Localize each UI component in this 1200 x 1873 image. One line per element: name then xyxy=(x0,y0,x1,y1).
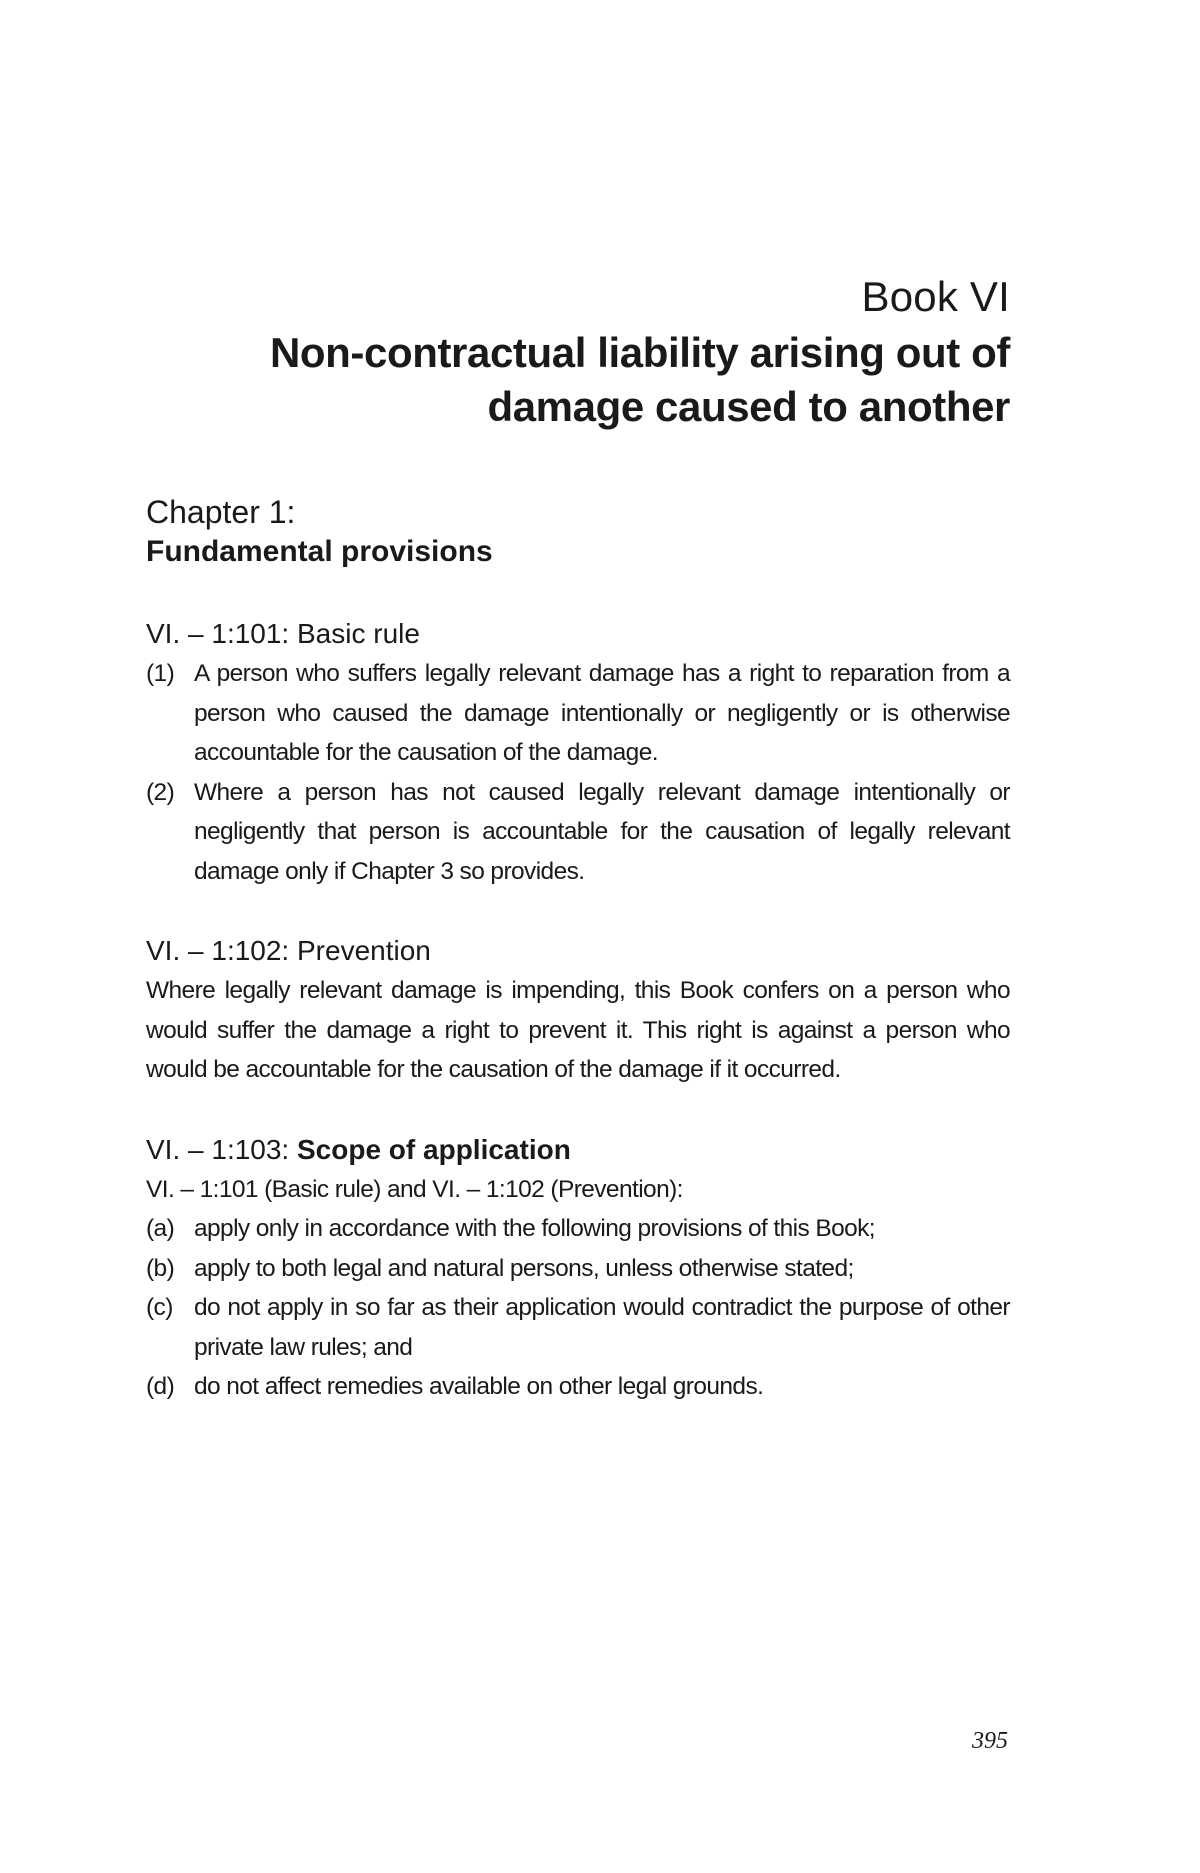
page-number: 395 xyxy=(972,1728,1008,1754)
article-1-101-paragraphs xyxy=(146,654,1010,891)
chapter-label: Chapter 1: xyxy=(146,494,296,530)
item-label: (d) xyxy=(146,1373,175,1400)
item-label: (2) xyxy=(146,778,175,806)
article-heading-1-103 xyxy=(146,1130,1010,1170)
book-title xyxy=(240,326,1010,434)
item-label: (a) xyxy=(146,1215,175,1242)
item-text: apply only in accordance with the following provisions of this Book; xyxy=(194,1215,875,1242)
list-item xyxy=(146,1249,1010,1289)
article-1-103-items xyxy=(146,1209,1010,1407)
article-title: Scope of application xyxy=(297,1133,571,1165)
article-title: Prevention xyxy=(297,935,431,966)
article-heading-1-101 xyxy=(146,614,1010,654)
list-item xyxy=(146,1288,1010,1367)
list-item xyxy=(146,1367,1010,1407)
document-body xyxy=(146,492,1010,1407)
article-number: VI. – 1:101: xyxy=(146,618,290,649)
book-title-line-2: damage caused to another xyxy=(487,383,1010,430)
article-title: Basic rule xyxy=(297,618,420,649)
item-text: do not apply in so far as their application would contradict the purpose of other private law rules; and xyxy=(194,1294,1010,1361)
article-1-102-text: Where legally relevant damage is impending, this Book confers on a person who would suffer the damage a right to prevent it. This right is against a person who would be accountable for the causation of the damage if it occurred. xyxy=(146,977,1010,1083)
chapter-title: Fundamental provisions xyxy=(146,535,493,568)
book-header xyxy=(240,268,1010,434)
item-label: (c) xyxy=(146,1294,173,1321)
item-label: (1) xyxy=(146,660,175,687)
item-text: apply to both legal and natural persons, unless otherwise stated; xyxy=(194,1254,854,1282)
list-item xyxy=(146,654,1010,773)
book-title-line-1: Non-contractual liability arising out of xyxy=(269,329,1010,376)
book-label: Book VI xyxy=(861,273,1010,320)
article-1-103-intro: VI. – 1:101 (Basic rule) and VI. – 1:102 (Prevention): xyxy=(146,1175,683,1203)
item-text: Where a person has not caused legally relevant damage intentionally or negligently that person is accountable for the causation of legally relevant damage only if Chapter 3 so provides. xyxy=(194,778,1010,885)
item-label: (b) xyxy=(146,1254,175,1282)
item-text: do not affect remedies available on other legal grounds. xyxy=(194,1373,764,1400)
article-heading-1-102 xyxy=(146,931,1010,971)
list-item xyxy=(146,773,1010,892)
list-item xyxy=(146,1209,1010,1249)
article-number: VI. – 1:102: xyxy=(146,935,290,966)
item-text: A person who suffers legally relevant damage has a right to reparation from a person who caused the damage intentionally or negligently or is otherwise accountable for the causation of the damage. xyxy=(194,660,1010,766)
article-number: VI. – 1:103: xyxy=(146,1133,290,1165)
